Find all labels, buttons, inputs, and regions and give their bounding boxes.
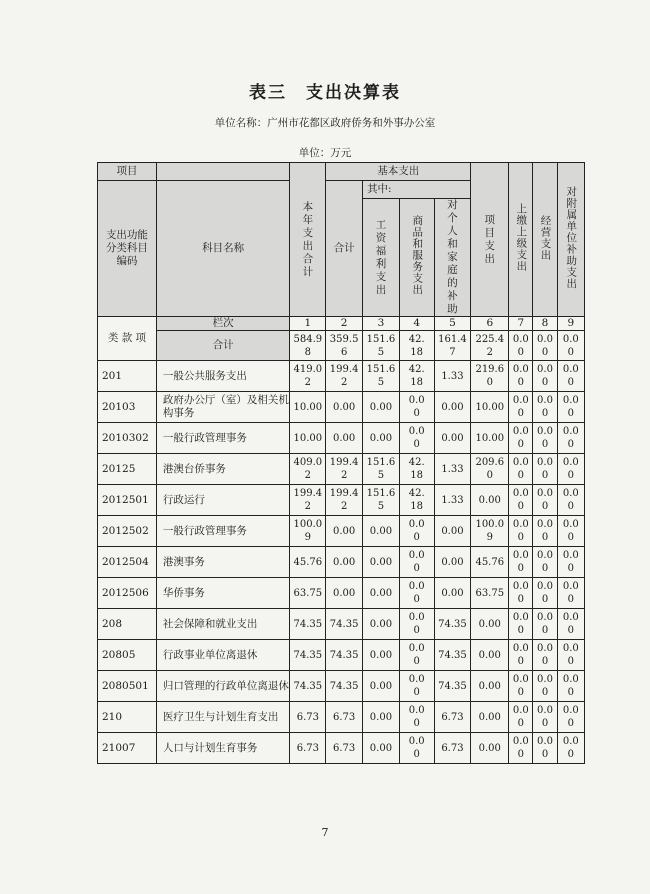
header-name: 科目名称 <box>156 181 290 317</box>
header-code: 支出功能分类科目编码 <box>98 181 157 317</box>
row-value: 74.35 <box>290 671 326 702</box>
col-num: 2 <box>326 317 363 331</box>
row-code: 2012502 <box>98 516 157 547</box>
row-value: 151.65 <box>363 485 400 516</box>
row-name: 港澳事务 <box>156 547 290 578</box>
row-value: 100.09 <box>290 516 326 547</box>
row-value: 0.00 <box>509 702 533 733</box>
row-value: 0.00 <box>509 733 533 764</box>
row-value: 0.00 <box>363 671 400 702</box>
row-value: 0.00 <box>399 702 434 733</box>
row-value: 0.00 <box>363 423 400 454</box>
row-value: 74.35 <box>326 640 363 671</box>
row-value: 0.00 <box>533 733 557 764</box>
row-value: 74.35 <box>434 671 471 702</box>
unit-line: 单位：万元 <box>298 147 352 159</box>
row-value: 0.00 <box>363 392 400 423</box>
row-value: 0.00 <box>533 640 557 671</box>
row-name: 行政事业单位离退休 <box>156 640 290 671</box>
table-row <box>98 392 585 423</box>
row-value: 0.00 <box>509 640 533 671</box>
row-value: 0.00 <box>399 733 434 764</box>
col-num: 9 <box>557 317 584 331</box>
row-value: 0.00 <box>557 485 584 516</box>
row-value: 0.00 <box>471 609 509 640</box>
row-value: 0.00 <box>399 671 434 702</box>
row-name: 一般公共服务支出 <box>156 361 290 392</box>
row-value: 0.00 <box>533 423 557 454</box>
row-value: 199.42 <box>326 361 363 392</box>
table-row <box>98 485 585 516</box>
header-goods: 商品和服务支出 <box>399 199 434 317</box>
col-num: 3 <box>363 317 400 331</box>
row-value: 0.00 <box>509 609 533 640</box>
row-value: 42.18 <box>399 485 434 516</box>
table-row <box>98 423 585 454</box>
row-value: 0.00 <box>557 361 584 392</box>
row-value: 0.00 <box>326 547 363 578</box>
header-lanci: 栏次 <box>156 317 290 331</box>
row-value: 0.00 <box>557 454 584 485</box>
row-value: 0.00 <box>326 578 363 609</box>
total-cell: 0.00 <box>533 331 557 361</box>
row-value: 10.00 <box>471 423 509 454</box>
col-num: 7 <box>509 317 533 331</box>
row-value: 0.00 <box>557 516 584 547</box>
row-value: 6.73 <box>326 733 363 764</box>
header-total: 本年支出合计 <box>290 163 326 317</box>
row-value: 0.00 <box>434 423 471 454</box>
header-subsidy: 对附属单位补助支出 <box>557 163 584 317</box>
row-code: 21007 <box>98 733 157 764</box>
row-value: 409.02 <box>290 454 326 485</box>
table-row <box>98 640 585 671</box>
row-value: 0.00 <box>533 702 557 733</box>
row-value: 74.35 <box>326 609 363 640</box>
row-value: 6.73 <box>434 733 471 764</box>
row-name: 华侨事务 <box>156 578 290 609</box>
table-row <box>98 516 585 547</box>
row-code: 20805 <box>98 640 157 671</box>
row-name: 行政运行 <box>156 485 290 516</box>
header-individual: 对个人和家庭的补助 <box>434 199 471 317</box>
table-row <box>98 361 585 392</box>
row-value: 0.00 <box>363 640 400 671</box>
row-value: 151.65 <box>363 454 400 485</box>
row-value: 0.00 <box>509 578 533 609</box>
row-value: 0.00 <box>533 361 557 392</box>
total-cell: 0.00 <box>557 331 584 361</box>
header-upper: 上缴上级支出 <box>509 163 533 317</box>
total-cell: 584.98 <box>290 331 326 361</box>
row-value: 10.00 <box>471 392 509 423</box>
row-value: 0.00 <box>533 609 557 640</box>
row-value: 0.00 <box>557 578 584 609</box>
row-code: 208 <box>98 609 157 640</box>
total-cell: 42.18 <box>399 331 434 361</box>
header-project: 项目支出 <box>471 163 509 317</box>
row-value: 0.00 <box>363 578 400 609</box>
row-value: 74.35 <box>326 671 363 702</box>
col-num: 8 <box>533 317 557 331</box>
row-name: 一般行政管理事务 <box>156 423 290 454</box>
total-cell: 359.56 <box>326 331 363 361</box>
row-value: 74.35 <box>434 609 471 640</box>
row-code: 2012504 <box>98 547 157 578</box>
row-name: 人口与计划生育事务 <box>156 733 290 764</box>
row-code: 2012501 <box>98 485 157 516</box>
col-num: 6 <box>471 317 509 331</box>
row-code: 20125 <box>98 454 157 485</box>
header-wage: 工资福利支出 <box>363 199 400 317</box>
row-value: 0.00 <box>471 733 509 764</box>
row-value: 0.00 <box>557 640 584 671</box>
total-cell: 0.00 <box>509 331 533 361</box>
row-value: 0.00 <box>399 640 434 671</box>
row-value: 0.00 <box>363 609 400 640</box>
row-value: 74.35 <box>290 609 326 640</box>
header-lei-kuan-xiang: 类 款 项 <box>98 317 157 361</box>
table-row <box>98 454 585 485</box>
row-code: 2010302 <box>98 423 157 454</box>
table-row <box>98 547 585 578</box>
row-name: 归口管理的行政单位离退休 <box>156 671 290 702</box>
header-subtotal: 合计 <box>326 181 363 317</box>
row-value: 6.73 <box>434 702 471 733</box>
row-value: 0.00 <box>399 578 434 609</box>
table-row <box>98 733 585 764</box>
col-num: 5 <box>434 317 471 331</box>
header-item: 项目 <box>98 163 157 181</box>
row-value: 0.00 <box>399 423 434 454</box>
total-cell: 151.65 <box>363 331 400 361</box>
header-business: 经营支出 <box>533 163 557 317</box>
expenditure-table <box>97 162 585 764</box>
row-value: 1.33 <box>434 361 471 392</box>
row-value: 0.00 <box>557 702 584 733</box>
row-value: 6.73 <box>290 733 326 764</box>
col-num: 1 <box>290 317 326 331</box>
row-value: 199.42 <box>326 454 363 485</box>
row-value: 151.65 <box>363 361 400 392</box>
row-value: 0.00 <box>471 671 509 702</box>
total-cell: 225.42 <box>471 331 509 361</box>
total-cell: 161.47 <box>434 331 471 361</box>
row-value: 0.00 <box>509 392 533 423</box>
row-value: 0.00 <box>434 547 471 578</box>
row-value: 419.02 <box>290 361 326 392</box>
row-value: 1.33 <box>434 485 471 516</box>
row-value: 209.60 <box>471 454 509 485</box>
row-value: 45.76 <box>290 547 326 578</box>
row-value: 0.00 <box>557 547 584 578</box>
row-value: 0.00 <box>557 392 584 423</box>
table-row <box>98 702 585 733</box>
row-value: 0.00 <box>509 454 533 485</box>
row-code: 2012506 <box>98 578 157 609</box>
row-value: 0.00 <box>533 392 557 423</box>
row-value: 42.18 <box>399 454 434 485</box>
row-value: 0.00 <box>509 671 533 702</box>
row-value: 0.00 <box>533 516 557 547</box>
header-among: 其中: <box>363 181 471 199</box>
row-value: 199.42 <box>290 485 326 516</box>
row-value: 0.00 <box>399 392 434 423</box>
header-basic-expense: 基本支出 <box>326 163 471 181</box>
total-label: 合计 <box>156 331 290 361</box>
row-value: 10.00 <box>290 423 326 454</box>
row-value: 0.00 <box>471 485 509 516</box>
row-name: 一般行政管理事务 <box>156 516 290 547</box>
row-value: 10.00 <box>290 392 326 423</box>
row-value: 0.00 <box>399 516 434 547</box>
row-value: 74.35 <box>434 640 471 671</box>
row-value: 0.00 <box>533 671 557 702</box>
table-row <box>98 578 585 609</box>
row-value: 0.00 <box>363 733 400 764</box>
row-value: 0.00 <box>533 454 557 485</box>
row-value: 0.00 <box>326 392 363 423</box>
table-row <box>98 671 585 702</box>
row-value: 0.00 <box>509 423 533 454</box>
unit-name-line: 单位名称：广州市花都区政府侨务和外事办公室 <box>214 117 436 129</box>
page-title: 表三 支出决算表 <box>249 83 401 103</box>
page-number: 7 <box>321 826 329 839</box>
row-value: 0.00 <box>471 702 509 733</box>
row-value: 6.73 <box>290 702 326 733</box>
row-value: 0.00 <box>509 485 533 516</box>
row-value: 100.09 <box>471 516 509 547</box>
row-value: 0.00 <box>471 640 509 671</box>
row-name: 医疗卫生与计划生育支出 <box>156 702 290 733</box>
row-value: 6.73 <box>326 702 363 733</box>
row-value: 219.60 <box>471 361 509 392</box>
row-value: 63.75 <box>471 578 509 609</box>
row-code: 20103 <box>98 392 157 423</box>
row-value: 0.00 <box>326 423 363 454</box>
row-value: 74.35 <box>290 640 326 671</box>
row-name: 港澳台侨事务 <box>156 454 290 485</box>
row-value: 0.00 <box>434 578 471 609</box>
row-value: 0.00 <box>557 671 584 702</box>
row-value: 0.00 <box>533 485 557 516</box>
row-value: 0.00 <box>533 578 557 609</box>
row-value: 0.00 <box>363 516 400 547</box>
row-code: 2080501 <box>98 671 157 702</box>
row-code: 210 <box>98 702 157 733</box>
row-value: 0.00 <box>509 361 533 392</box>
row-value: 0.00 <box>557 609 584 640</box>
table-row <box>98 609 585 640</box>
row-value: 0.00 <box>434 516 471 547</box>
row-value: 199.42 <box>326 485 363 516</box>
row-value: 0.00 <box>399 547 434 578</box>
row-value: 0.00 <box>557 733 584 764</box>
row-value: 0.00 <box>363 702 400 733</box>
header-blank <box>156 163 290 181</box>
row-value: 0.00 <box>434 392 471 423</box>
row-value: 0.00 <box>399 609 434 640</box>
row-code: 201 <box>98 361 157 392</box>
row-value: 0.00 <box>509 547 533 578</box>
row-value: 0.00 <box>533 547 557 578</box>
row-name: 社会保障和就业支出 <box>156 609 290 640</box>
row-value: 1.33 <box>434 454 471 485</box>
row-value: 45.76 <box>471 547 509 578</box>
row-value: 42.18 <box>399 361 434 392</box>
row-value: 0.00 <box>326 516 363 547</box>
col-num: 4 <box>399 317 434 331</box>
row-name: 政府办公厅（室）及相关机构事务 <box>156 392 290 423</box>
table-body <box>98 361 585 764</box>
row-value: 63.75 <box>290 578 326 609</box>
row-value: 0.00 <box>363 547 400 578</box>
row-value: 0.00 <box>509 516 533 547</box>
row-value: 0.00 <box>557 423 584 454</box>
